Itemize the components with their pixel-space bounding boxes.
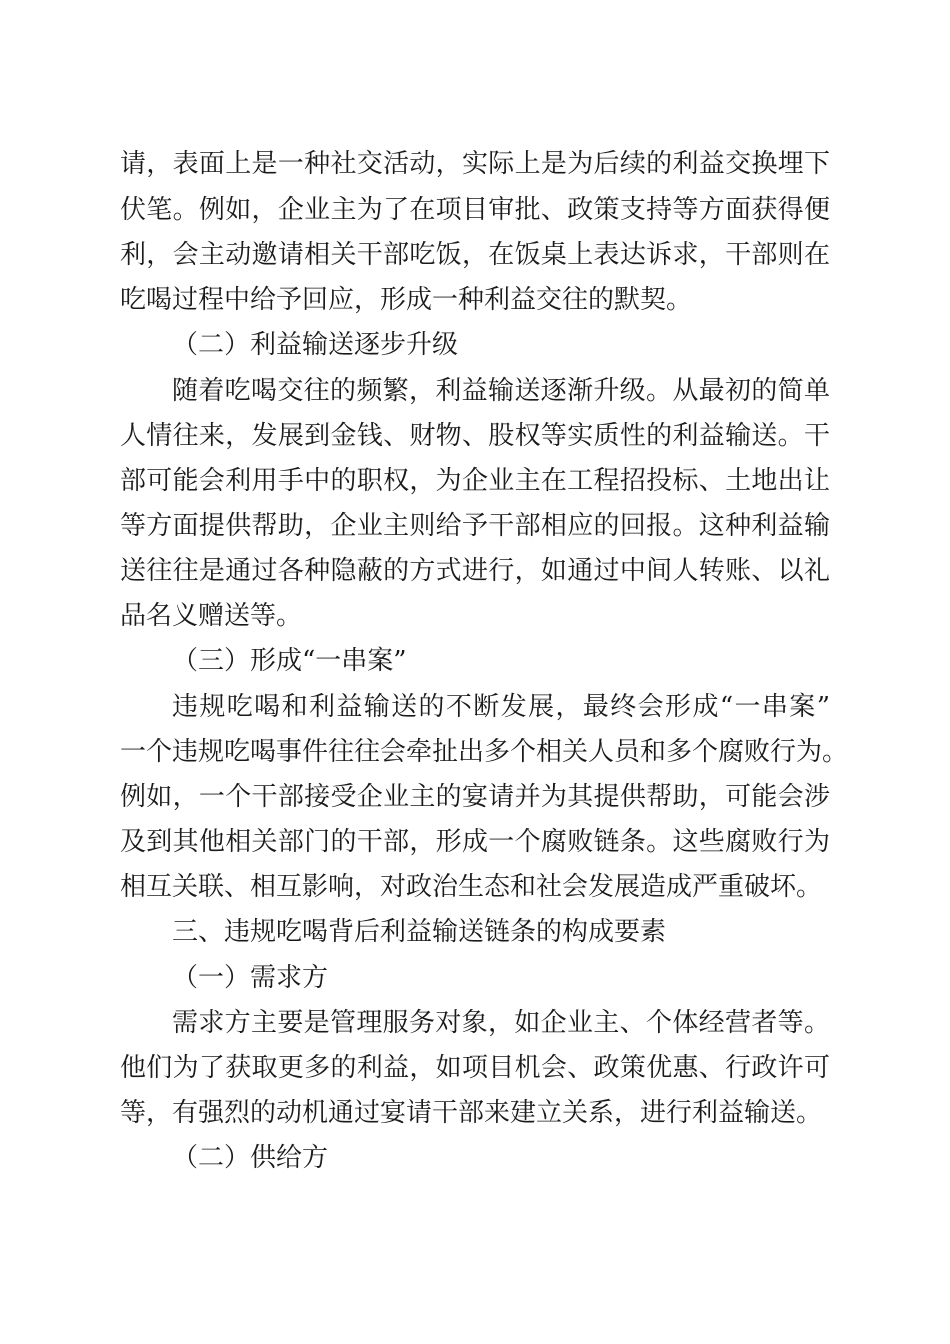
paragraph-line: 部可能会利用手中的职权，为企业主在工程招投标、土地出让 [120, 466, 830, 496]
paragraph-line: 他们为了获取更多的利益，如项目机会、政策优惠、行政许可 [120, 1053, 830, 1083]
paragraph-line: 吃喝过程中给予回应，形成一种利益交往的默契。 [120, 285, 693, 315]
paragraph-line: 一个违规吃喝事件往往会牵扯出多个相关人员和多个腐败行为。 [120, 737, 849, 767]
paragraph-line: 相互关联、相互影响，对政治生态和社会发展造成严重破坏。 [120, 872, 823, 902]
subheading-benefit-upgrade: （二）利益输送逐步升级 [172, 330, 459, 360]
paragraph-line: 违规吃喝和利益输送的不断发展，最终会形成“一串案” [172, 692, 830, 722]
paragraph-line: 请，表面上是一种社交活动，实际上是为后续的利益交换埋下 [120, 149, 830, 179]
subheading-demand-side: （一）需求方 [172, 963, 329, 993]
paragraph-line: 送往往是通过各种隐蔽的方式进行，如通过中间人转账、以礼 [120, 556, 830, 586]
paragraph-line: 利，会主动邀请相关干部吃饭，在饭桌上表达诉求，干部则在 [120, 240, 830, 270]
paragraph-line: 随着吃喝交往的频繁，利益输送逐渐升级。从最初的简单 [172, 376, 830, 406]
subheading-supply-side: （二）供给方 [172, 1143, 329, 1173]
paragraph-line: 例如，一个干部接受企业主的宴请并为其提供帮助，可能会涉 [120, 782, 830, 812]
paragraph-line: 人情往来，发展到金钱、财物、股权等实质性的利益输送。干 [120, 421, 830, 451]
paragraph-line: 品名义赠送等。 [120, 601, 303, 631]
subheading-chain-case: （三）形成“一串案” [172, 646, 407, 676]
paragraph-line: 等，有强烈的动机通过宴请干部来建立关系，进行利益输送。 [120, 1098, 823, 1128]
paragraph-line: 等方面提供帮助，企业主则给予干部相应的回报。这种利益输 [120, 511, 830, 541]
section-heading: 三、违规吃喝背后利益输送链条的构成要素 [172, 917, 667, 947]
paragraph-line: 需求方主要是管理服务对象，如企业主、个体经营者等。 [172, 1008, 830, 1038]
paragraph-line: 伏笔。例如，企业主为了在项目审批、政策支持等方面获得便 [120, 195, 830, 225]
paragraph-line: 及到其他相关部门的干部，形成一个腐败链条。这些腐败行为 [120, 827, 830, 857]
